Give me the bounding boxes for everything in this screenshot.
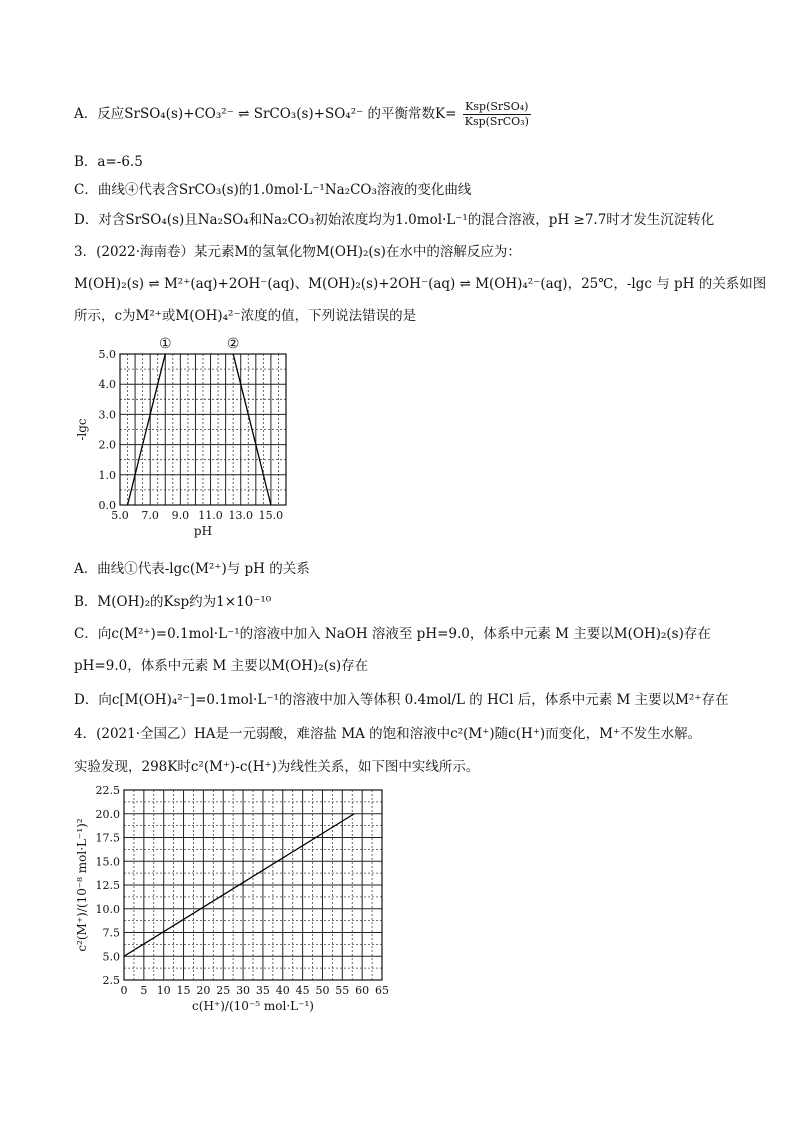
q3-option-c-cont: pH=9.0，体系中元素 M 主要以M(OH)₂(s)存在 (74, 658, 369, 674)
y-axis-label: c²(M⁺)/(10⁻⁸ mol·L⁻¹)² (75, 818, 89, 952)
chart-ph-lgc (74, 332, 314, 550)
series-label: ① (158, 336, 172, 352)
x-tick-label: 25 (216, 984, 231, 997)
option-a-text: A．反应SrSO₄(s)+CO₃²⁻ ⇌ SrCO₃(s)+SO₄²⁻ 的平衡常数K= (74, 106, 457, 122)
y-tick-label: 4.0 (98, 378, 116, 392)
x-tick-label: 20 (196, 984, 211, 997)
q3-option-d: D．向c[M(OH)₄²⁻]=0.1mol·L⁻¹的溶液中加入等体积 0.4mol/L 的 HCl 后，体系中元素 M 主要以M²⁺存在 (74, 692, 729, 708)
y-tick-label: 7.5 (102, 926, 120, 940)
q4-stem-line2: 实验发现，298K时c²(M⁺)-c(H⁺)为线性关系，如下图中实线所示。 (74, 759, 480, 775)
x-tick-label: 5.0 (111, 509, 129, 522)
x-axis-label: pH (193, 524, 213, 538)
y-tick-label: 2.0 (98, 438, 116, 452)
x-tick-label: 30 (236, 984, 251, 997)
y-tick-label: 22.5 (95, 784, 120, 797)
y-tick-label: 12.5 (95, 879, 120, 892)
y-tick-label: 1.0 (98, 468, 116, 482)
y-tick-label: 15.0 (95, 855, 120, 869)
y-tick-label: 20.0 (95, 807, 120, 821)
x-tick-label: 7.0 (141, 509, 159, 522)
q3-option-c: C．向c(M²⁺)=0.1mol·L⁻¹的溶液中加入 NaOH 溶液至 pH=9.0，体系中元素 M 主要以M(OH)₂(s)存在 (74, 626, 711, 642)
x-tick-label: 10 (156, 984, 171, 997)
y-tick-label: 0.0 (98, 499, 116, 512)
ksp-fraction (463, 100, 531, 129)
q3-option-a: A．曲线①代表-lgc(M²⁺)与 pH 的关系 (74, 561, 310, 577)
x-tick-label: 11.0 (198, 509, 223, 522)
fraction-numerator: Ksp(SrSO₄) (463, 100, 531, 115)
q3-stem-line3: 所示，c为M²⁺或M(OH)₄²⁻浓度的值，下列说法错误的是 (74, 308, 417, 324)
series-label: ② (226, 336, 240, 352)
x-tick-label: 40 (275, 984, 290, 997)
x-tick-label: 50 (315, 984, 330, 997)
y-tick-label: 5.0 (102, 950, 120, 964)
x-tick-label: 45 (295, 984, 310, 997)
x-tick-label: 0 (120, 984, 128, 997)
x-tick-label: 15 (176, 984, 191, 997)
x-tick-label: 55 (335, 984, 350, 997)
x-tick-label: 13.0 (228, 509, 253, 522)
q3-option-b: B．M(OH)₂的Ksp约为1×10⁻¹⁰ (74, 594, 272, 610)
option-a (74, 100, 531, 129)
option-d: D．对含SrSO₄(s)且Na₂SO₄和Na₂CO₃初始浓度均为1.0mol·L⁻¹的混合溶液，pH ≥7.7时才发生沉淀转化 (74, 212, 715, 228)
option-b: B．a=-6.5 (74, 154, 143, 170)
y-tick-label: 3.0 (98, 408, 116, 422)
x-tick-label: 15.0 (258, 509, 284, 522)
x-tick-label: 65 (375, 984, 389, 997)
y-axis-label: -lgc (75, 418, 89, 441)
q3-stem-line1: 3．(2022·海南卷）某元素M的氢氧化物M(OH)₂(s)在水中的溶解反应为： (74, 244, 521, 260)
x-tick-label: 9.0 (171, 509, 190, 522)
y-tick-label: 17.5 (95, 831, 120, 845)
x-axis-label: c(H⁺)/(10⁻⁵ mol·L⁻¹) (192, 999, 314, 1013)
x-tick-label: 5 (140, 984, 148, 997)
y-tick-label: 2.5 (102, 974, 120, 987)
option-c: C．曲线④代表含SrCO₃(s)的1.0mol·L⁻¹Na₂CO₃溶液的变化曲线 (74, 182, 472, 198)
x-tick-label: 35 (255, 984, 270, 997)
chart-c2m-ch (74, 780, 404, 1020)
x-tick-label: 60 (355, 984, 370, 997)
y-tick-label: 5.0 (98, 348, 116, 361)
q3-stem-line2: M(OH)₂(s) ⇌ M²⁺(aq)+2OH⁻(aq)、M(OH)₂(s)+2OH⁻(aq) ⇌ M(OH)₄²⁻(aq)，25℃，-lgc 与 pH 的关系如图 (74, 276, 767, 292)
y-tick-label: 10.0 (95, 902, 120, 916)
q4-stem-line1: 4．(2021·全国乙）HA是一元弱酸，难溶盐 MA 的饱和溶液中c²(M⁺)随c(H⁺)而变化，M⁺不发生水解。 (74, 726, 702, 742)
fraction-denominator: Ksp(SrCO₃) (464, 115, 529, 128)
